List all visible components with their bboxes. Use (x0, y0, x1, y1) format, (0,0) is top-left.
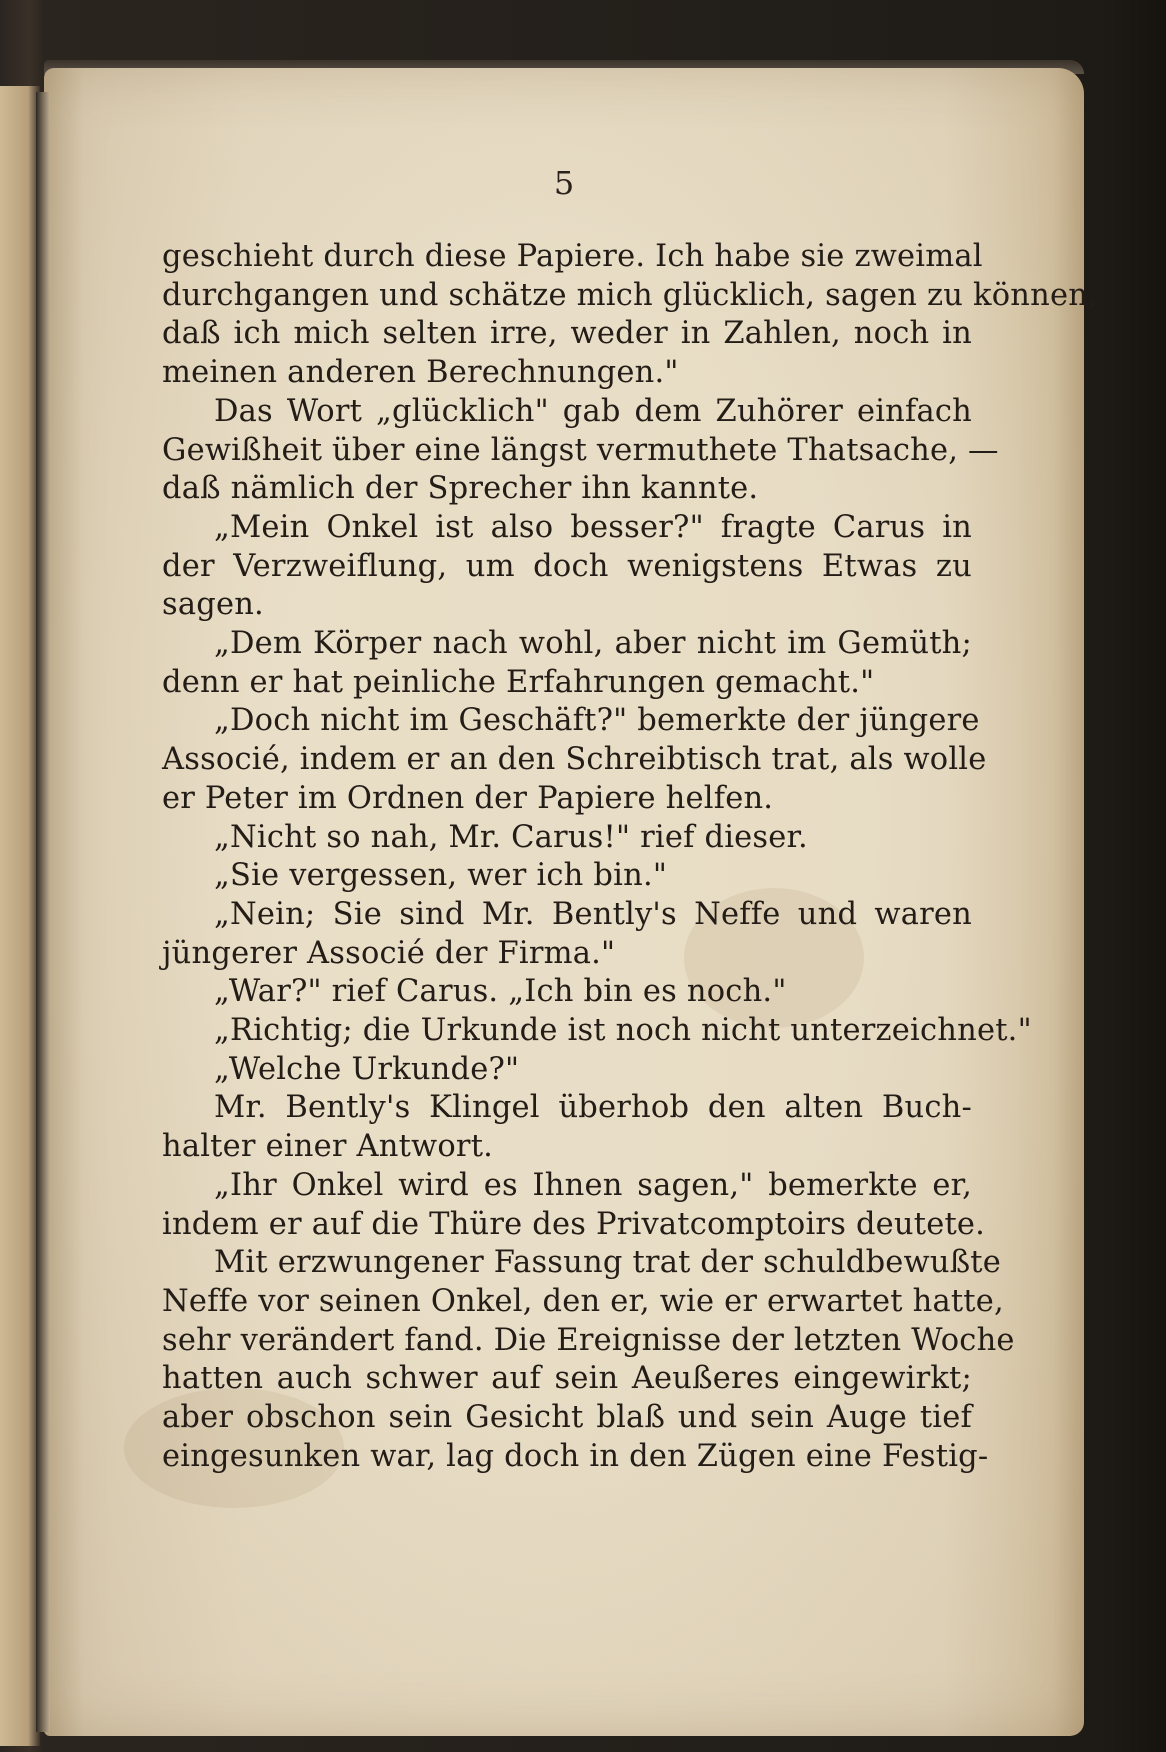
text-line: denn er hat peinliche Erfahrungen gemacht." (162, 664, 875, 700)
page-number: 5 (553, 164, 575, 202)
text-line: indem er auf die Thüre des Privatcomptoirs deutete. (162, 1206, 986, 1242)
text-line: geschieht durch diese Papiere. Ich habe sie zweimal (162, 239, 983, 274)
text-line: daß ich mich selten irre, weder in Zahlen, noch in (162, 316, 972, 352)
text-line: hatten auch schwer auf sein Aeußeres eingewirkt; (162, 1361, 972, 1397)
text-line: eingesunken war, lag doch in den Zügen eine Festig- (162, 1438, 989, 1474)
text-line: der Verzweiflung, um doch wenigstens Etwas zu (162, 548, 972, 584)
text-line: „War?" rief Carus. „Ich bin es noch." (214, 974, 787, 1010)
text-line: jüngerer Associé der Firma." (162, 935, 616, 971)
text-line: „Mein Onkel ist also besser?" fragte Carus in (214, 509, 972, 545)
text-line: „Ihr Onkel wird es Ihnen sagen," bemerkte er, (214, 1167, 972, 1203)
text-line: „Richtig; die Urkunde ist noch nicht unterzeichnet." (214, 1013, 1032, 1049)
text-line: „Sie vergessen, wer ich bin." (214, 858, 668, 894)
text-line: daß nämlich der Sprecher ihn kannte. (162, 471, 759, 507)
previous-page-edge (0, 86, 40, 1746)
text-line: „Nicht so nah, Mr. Carus!" rief dieser. (214, 819, 808, 855)
text-line: Gewißheit über eine längst vermuthete Thatsache, — (162, 432, 999, 468)
text-line: Associé, indem er an den Schreibtisch trat, als wolle (162, 742, 987, 778)
text-line: sehr verändert fand. Die Ereignisse der letzten Woche (162, 1322, 1015, 1358)
book-page (44, 68, 1098, 1736)
text-line: er Peter im Ordnen der Papiere helfen. (162, 780, 774, 816)
text-line: aber obschon sein Gesicht blaß und sein Auge tief (162, 1400, 972, 1436)
text-line: Neffe vor seinen Onkel, den er, wie er erwartet hatte, (162, 1283, 1004, 1319)
text-line: „Dem Körper nach wohl, aber nicht im Gemüth; (214, 626, 972, 662)
text-line: sagen. (162, 587, 264, 623)
book-gutter (36, 92, 50, 1732)
text-line: „Doch nicht im Geschäft?" bemerkte der jüngere (214, 703, 980, 739)
text-line: Das Wort „glücklich" gab dem Zuhörer einfach (214, 393, 972, 429)
text-line: Mr. Bently's Klingel überhob den alten Buch- (214, 1090, 972, 1126)
text-line: „Welche Urkunde?" (214, 1051, 520, 1087)
text-line: durchgangen und schätze mich glücklich, sagen zu können, (162, 277, 1098, 313)
text-line: „Nein; Sie sind Mr. Bently's Neffe und waren (214, 896, 972, 932)
text-line: meinen anderen Berechnungen." (162, 355, 679, 391)
text-line: Mit erzwungener Fassung trat der schuldbewußte (214, 1245, 1001, 1281)
text-line: halter einer Antwort. (162, 1129, 494, 1165)
page-body-text (162, 238, 1098, 1477)
